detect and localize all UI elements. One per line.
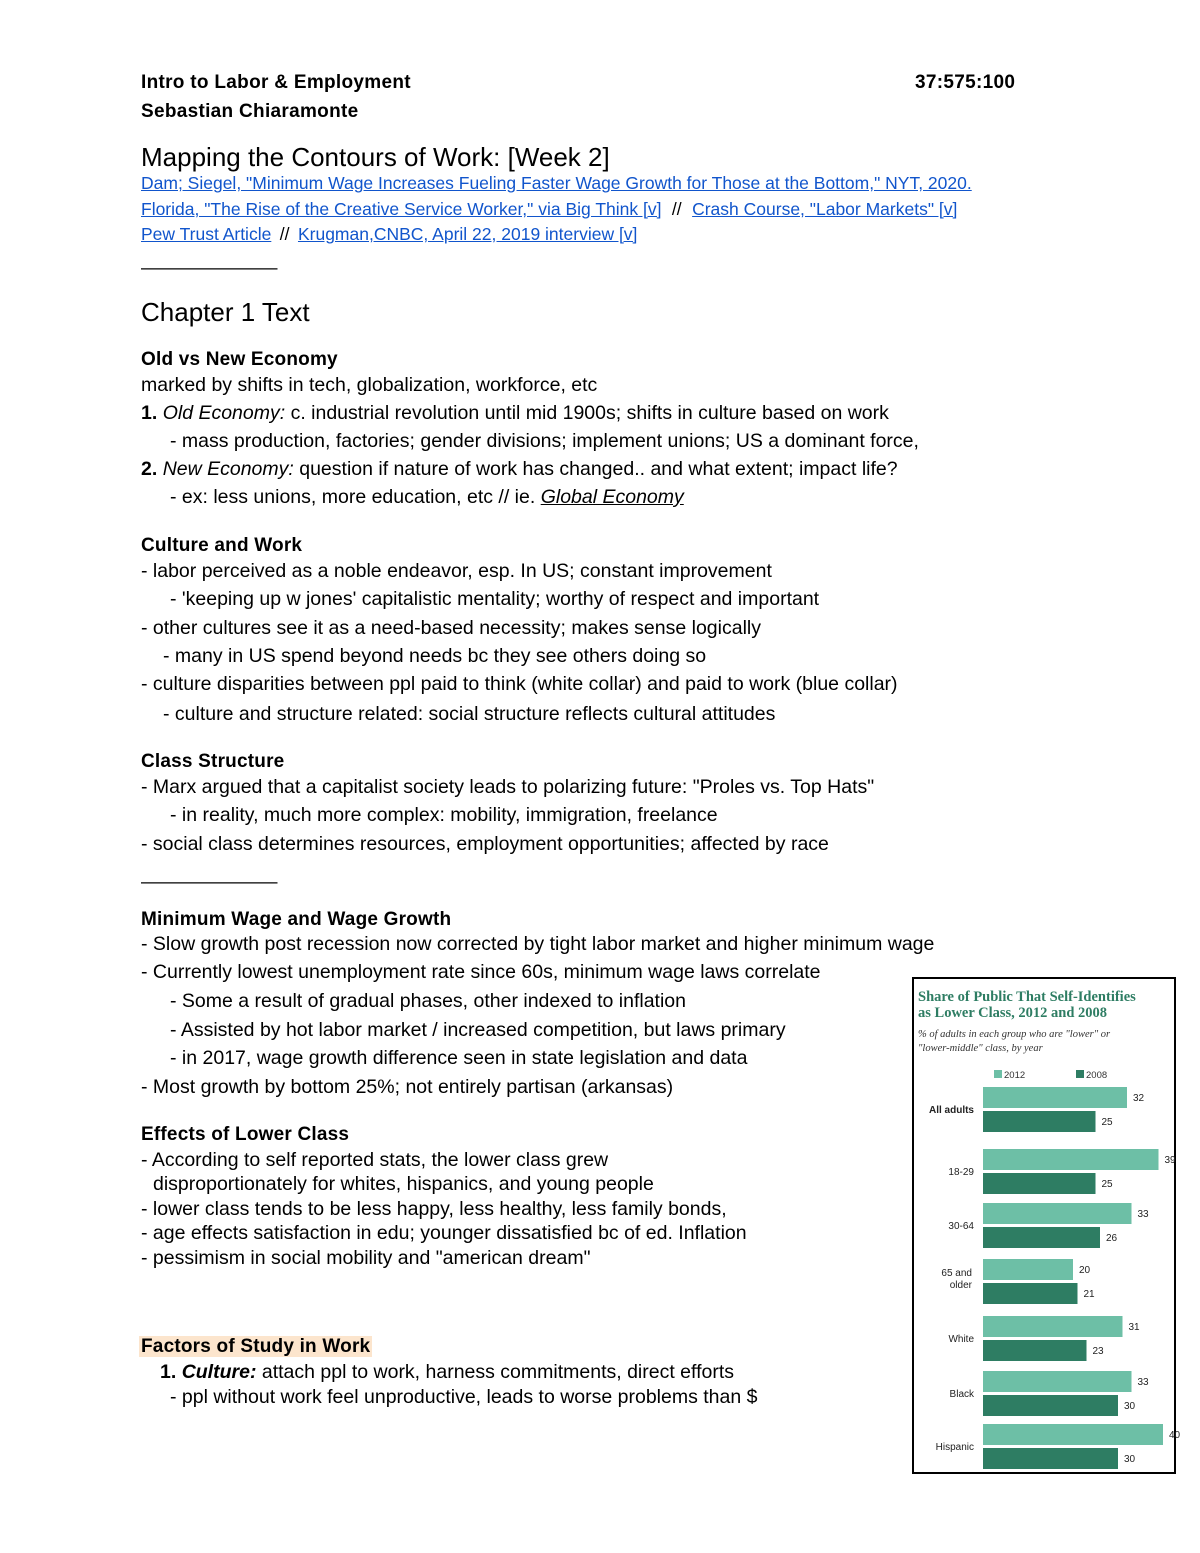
bar-value-label: 25 bbox=[1101, 1117, 1113, 1128]
bullet-line: - other cultures see it as a need-based necessity; makes sense logically bbox=[141, 617, 761, 639]
bar-2008 bbox=[983, 1227, 1100, 1248]
list-number: 1. bbox=[141, 402, 158, 424]
bar-value-label: 33 bbox=[1137, 1377, 1149, 1388]
link-pew-trust[interactable]: Pew Trust Article bbox=[141, 224, 272, 244]
bar-value-label: 33 bbox=[1137, 1209, 1149, 1220]
bar-value-label: 20 bbox=[1079, 1265, 1091, 1276]
chart-subtitle: "lower-middle" class, by year bbox=[918, 1043, 1043, 1054]
bar-value-label: 21 bbox=[1083, 1289, 1095, 1300]
bar-2008 bbox=[983, 1283, 1078, 1304]
section-heading-class-structure: Class Structure bbox=[141, 751, 285, 772]
bullet-line: - age effects satisfaction in edu; younger dissatisfied bc of ed. Inflation bbox=[141, 1222, 747, 1244]
link-separator: // bbox=[671, 199, 682, 219]
list-number: 2. bbox=[141, 458, 158, 480]
chart-bars bbox=[929, 1087, 1181, 1469]
bullet-continuation: disproportionately for whites, hispanics, and young people bbox=[153, 1173, 654, 1195]
sub-bullet: - 'keeping up w jones' capitalistic mentality; worthy of respect and important bbox=[170, 588, 820, 610]
legend-label-2008: 2008 bbox=[1086, 1070, 1108, 1081]
bar-value-label: 30 bbox=[1124, 1454, 1136, 1465]
bar-value-label: 30 bbox=[1124, 1401, 1136, 1412]
category-label: Hispanic bbox=[935, 1442, 974, 1453]
link-krugman-interview[interactable]: Krugman,CNBC, April 22, 2019 interview [v] bbox=[297, 224, 638, 244]
link-crash-course[interactable]: Crash Course, "Labor Markets" [v] bbox=[692, 199, 958, 219]
sub-bullet: - Assisted by hot labor market / increased competition, but laws primary bbox=[170, 1019, 786, 1041]
category-label: 18-29 bbox=[948, 1167, 974, 1178]
link-nyt-article[interactable]: Dam; Siegel, "Minimum Wage Increases Fueling Faster Wage Growth for Those at the Bottom," NYT, 2020. bbox=[141, 173, 972, 193]
category-label: All adults bbox=[928, 1105, 974, 1116]
sub-bullet: - mass production, factories; gender divisions; implement unions; US a dominant force, bbox=[170, 430, 919, 452]
sub-bullet-text: - ex: less unions, more education, etc // ie. bbox=[170, 486, 541, 508]
link-separator: // bbox=[279, 224, 290, 244]
category-label: Black bbox=[949, 1389, 974, 1400]
term-label: Culture: bbox=[181, 1361, 257, 1383]
bar-2012 bbox=[983, 1259, 1073, 1280]
bar-2012 bbox=[983, 1149, 1159, 1170]
list-item-old-economy bbox=[141, 402, 889, 425]
bar-2008 bbox=[983, 1111, 1096, 1132]
bar-value-label: 31 bbox=[1128, 1322, 1140, 1333]
chart-subtitle: % of adults in each group who are "lower" or bbox=[918, 1029, 1111, 1040]
term-label: Old Economy: bbox=[162, 402, 286, 424]
chapter-title: Chapter 1 Text bbox=[141, 297, 310, 327]
chart-title: as Lower Class, 2012 and 2008 bbox=[918, 1005, 1108, 1021]
bar-2012 bbox=[983, 1424, 1163, 1445]
lower-class-chart bbox=[912, 977, 1181, 1474]
bullet-line: - culture disparities between ppl paid to think (white collar) and paid to work (blue collar) bbox=[141, 673, 898, 695]
bar-2008 bbox=[983, 1448, 1118, 1469]
section-heading-old-new-economy: Old vs New Economy bbox=[141, 349, 338, 370]
sub-bullet: - in reality, much more complex: mobility, immigration, freelance bbox=[170, 804, 718, 826]
legend-swatch-2012 bbox=[994, 1070, 1002, 1078]
list-item-culture bbox=[160, 1361, 734, 1384]
sub-bullet: - Some a result of gradual phases, other indexed to inflation bbox=[170, 990, 686, 1012]
divider-line: ——————— bbox=[141, 257, 278, 279]
bar-2008 bbox=[983, 1340, 1087, 1361]
list-item-new-economy bbox=[141, 458, 898, 481]
highlighted-heading: Factors of Study in Work bbox=[141, 1336, 371, 1357]
bullet-line: - lower class tends to be less happy, less healthy, less family bonds, bbox=[141, 1198, 727, 1220]
bar-2012 bbox=[983, 1316, 1123, 1337]
course-title: Intro to Labor & Employment bbox=[141, 72, 411, 93]
section-heading-factors bbox=[139, 1336, 372, 1358]
sub-bullet: - many in US spend beyond needs bc they see others doing so bbox=[163, 645, 707, 667]
course-code: 37:575:100 bbox=[915, 72, 1016, 93]
category-label: 30-64 bbox=[948, 1221, 974, 1232]
list-item-text: c. industrial revolution until mid 1900s; shifts in culture based on work bbox=[285, 402, 889, 424]
bar-value-label: 26 bbox=[1106, 1233, 1118, 1244]
bar-2012 bbox=[983, 1371, 1132, 1392]
category-label: White bbox=[948, 1334, 974, 1345]
bullet-line: - Slow growth post recession now corrected by tight labor market and higher minimum wage bbox=[141, 933, 935, 955]
bar-value-label: 23 bbox=[1092, 1346, 1104, 1357]
list-number: 1. bbox=[160, 1361, 177, 1383]
section-heading-minimum-wage: Minimum Wage and Wage Growth bbox=[141, 909, 452, 930]
text-line: marked by shifts in tech, globalization, workforce, etc bbox=[141, 374, 598, 396]
section-heading-culture-work: Culture and Work bbox=[141, 535, 303, 556]
bar-2012 bbox=[983, 1203, 1132, 1224]
chart-svg bbox=[914, 979, 1181, 1472]
legend-label-2012: 2012 bbox=[1004, 1070, 1026, 1081]
chart-title: Share of Public That Self-Identifies bbox=[918, 989, 1136, 1005]
sub-bullet: - ppl without work feel unproductive, leads to worse problems than $ bbox=[170, 1386, 758, 1408]
sub-bullet: - in 2017, wage growth difference seen in state legislation and data bbox=[170, 1047, 748, 1069]
bullet-line: - According to self reported stats, the lower class grew bbox=[141, 1149, 609, 1171]
bar-value-label: 39 bbox=[1164, 1155, 1176, 1166]
section-heading-lower-class: Effects of Lower Class bbox=[141, 1124, 350, 1145]
sub-bullet: - culture and structure related: social structure reflects cultural attitudes bbox=[163, 703, 776, 725]
bullet-line: - labor perceived as a noble endeavor, esp. In US; constant improvement bbox=[141, 560, 772, 582]
bullet-line: - Most growth by bottom 25%; not entirely partisan (arkansas) bbox=[141, 1076, 674, 1098]
chart-legend bbox=[994, 1070, 1107, 1081]
sub-bullet bbox=[170, 486, 684, 509]
link-big-think[interactable]: Florida, "The Rise of the Creative Service Worker," via Big Think [v] bbox=[141, 199, 662, 219]
bar-2012 bbox=[983, 1087, 1127, 1108]
bar-2008 bbox=[983, 1173, 1096, 1194]
bullet-line: - social class determines resources, employment opportunities; affected by race bbox=[141, 833, 829, 855]
term-label: New Economy: bbox=[162, 458, 294, 480]
list-item-text: attach ppl to work, harness commitments, direct efforts bbox=[256, 1361, 735, 1383]
list-item-text: question if nature of work has changed.. and what extent; impact life? bbox=[293, 458, 898, 480]
bar-2008 bbox=[983, 1395, 1118, 1416]
legend-swatch-2008 bbox=[1076, 1070, 1084, 1078]
author-name: Sebastian Chiaramonte bbox=[141, 101, 359, 122]
category-label: 65 and older bbox=[941, 1268, 972, 1291]
link-row-2 bbox=[141, 199, 957, 220]
link-row-3 bbox=[141, 224, 637, 245]
divider-line: ——————— bbox=[141, 871, 278, 893]
bullet-line: - pessimism in social mobility and "american dream" bbox=[141, 1247, 591, 1269]
bar-value-label: 40 bbox=[1169, 1430, 1181, 1441]
page-title: Mapping the Contours of Work: [Week 2] bbox=[141, 142, 610, 172]
bullet-line: - Marx argued that a capitalist society leads to polarizing future: "Proles vs. Top Hats" bbox=[141, 776, 875, 798]
bar-value-label: 32 bbox=[1133, 1093, 1145, 1104]
bar-value-label: 25 bbox=[1101, 1179, 1113, 1190]
bullet-line: - Currently lowest unemployment rate since 60s, minimum wage laws correlate bbox=[141, 961, 821, 983]
global-economy-term: Global Economy bbox=[540, 486, 684, 508]
